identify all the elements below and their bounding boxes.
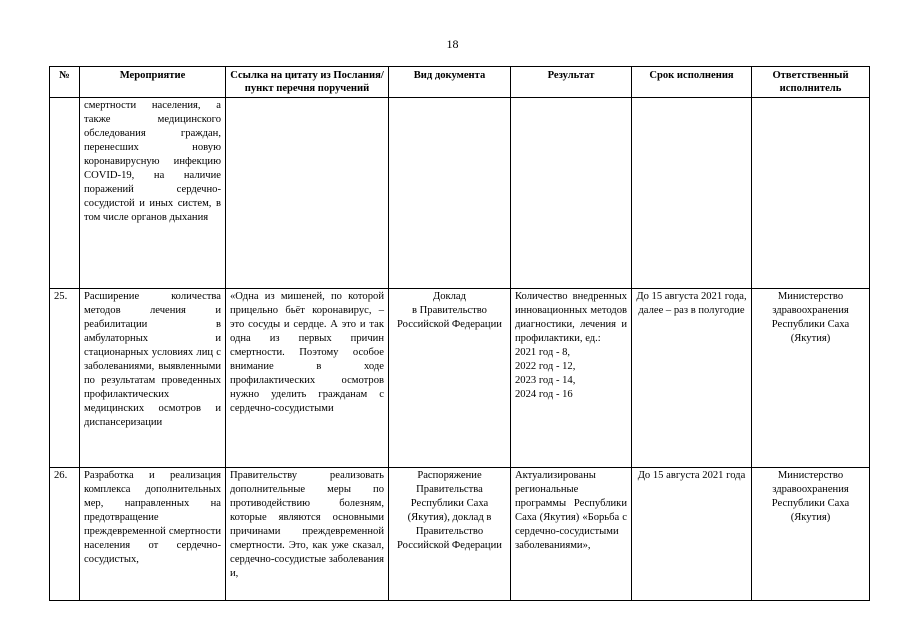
cell-doc-type <box>389 98 511 289</box>
header-responsible: Ответственный исполнитель <box>752 67 870 98</box>
header-result: Результат <box>511 67 632 98</box>
cell-result <box>511 98 632 289</box>
cell-responsible: Министерство здравоохранения Республики Саха (Якутия) <box>752 289 870 468</box>
cell-reference: Правительству реализовать дополнительные меры по противодействию болезням, которые являются основными причинами преждевременной смертности. Это, как уже сказал, сердечно-сосудистые заболевания и, <box>226 468 389 601</box>
cell-num <box>50 98 80 289</box>
cell-reference <box>226 98 389 289</box>
header-doc-type: Вид документа <box>389 67 511 98</box>
cell-responsible: Министерство здравоохранения Республики Саха (Якутия) <box>752 468 870 601</box>
cell-activity: Расширение количества методов лечения и реабилитации в амбулаторных и стационарных условиях лиц с заболеваниями, выявленными по результатам проведенных профилактических медицинских осмотров и диспансеризации <box>80 289 226 468</box>
table-header-row <box>50 67 870 98</box>
header-activity: Мероприятие <box>80 67 226 98</box>
header-deadline: Срок исполнения <box>632 67 752 98</box>
cell-activity: Разработка и реализация комплекса дополнительных мер, направленных на предотвращение преждевременной смертности населения от сердечно-сосудистых, <box>80 468 226 601</box>
measures-table <box>49 66 870 601</box>
header-num: № <box>50 67 80 98</box>
cell-deadline <box>632 98 752 289</box>
header-reference: Ссылка на цитату из Послания/пункт перечня поручений <box>226 67 389 98</box>
cell-num: 25. <box>50 289 80 468</box>
table-row <box>50 98 870 289</box>
cell-deadline: До 15 августа 2021 года, далее – раз в полугодие <box>632 289 752 468</box>
cell-num: 26. <box>50 468 80 601</box>
page-number: 18 <box>446 37 459 51</box>
cell-result: Актуализированы региональные программы Республики Саха (Якутия) «Борьба с сердечно-сосудистыми заболеваниями», <box>511 468 632 601</box>
cell-reference: «Одна из мишеней, по которой прицельно бьёт коронавирус, – это сосуды и сердце. А это и так одна из первых причин смертности. Поэтому особое внимание в ходе профилактических осмотров нужно уделить гражданам с сердечно-сосудистыми <box>226 289 389 468</box>
table-row <box>50 289 870 468</box>
table-row <box>50 468 870 601</box>
cell-doc-type: Доклад в Правительство Российской Федерации <box>389 289 511 468</box>
cell-doc-type: Распоряжение Правительства Республики Саха (Якутия), доклад в Правительство Российской Федерации <box>389 468 511 601</box>
cell-deadline: До 15 августа 2021 года <box>632 468 752 601</box>
cell-result: Количество внедренных инновационных методов диагностики, лечения и профилактики, ед.: 2021 год - 8, 2022 год - 12, 2023 год - 14, 2024 год - 16 <box>511 289 632 468</box>
cell-responsible <box>752 98 870 289</box>
cell-activity: смертности населения, а также медицинского обследования граждан, перенесших новую коронавирусную инфекцию COVID-19, на наличие поражений сердечно-сосудистой и иных систем, в том числе органов дыхания <box>80 98 226 289</box>
